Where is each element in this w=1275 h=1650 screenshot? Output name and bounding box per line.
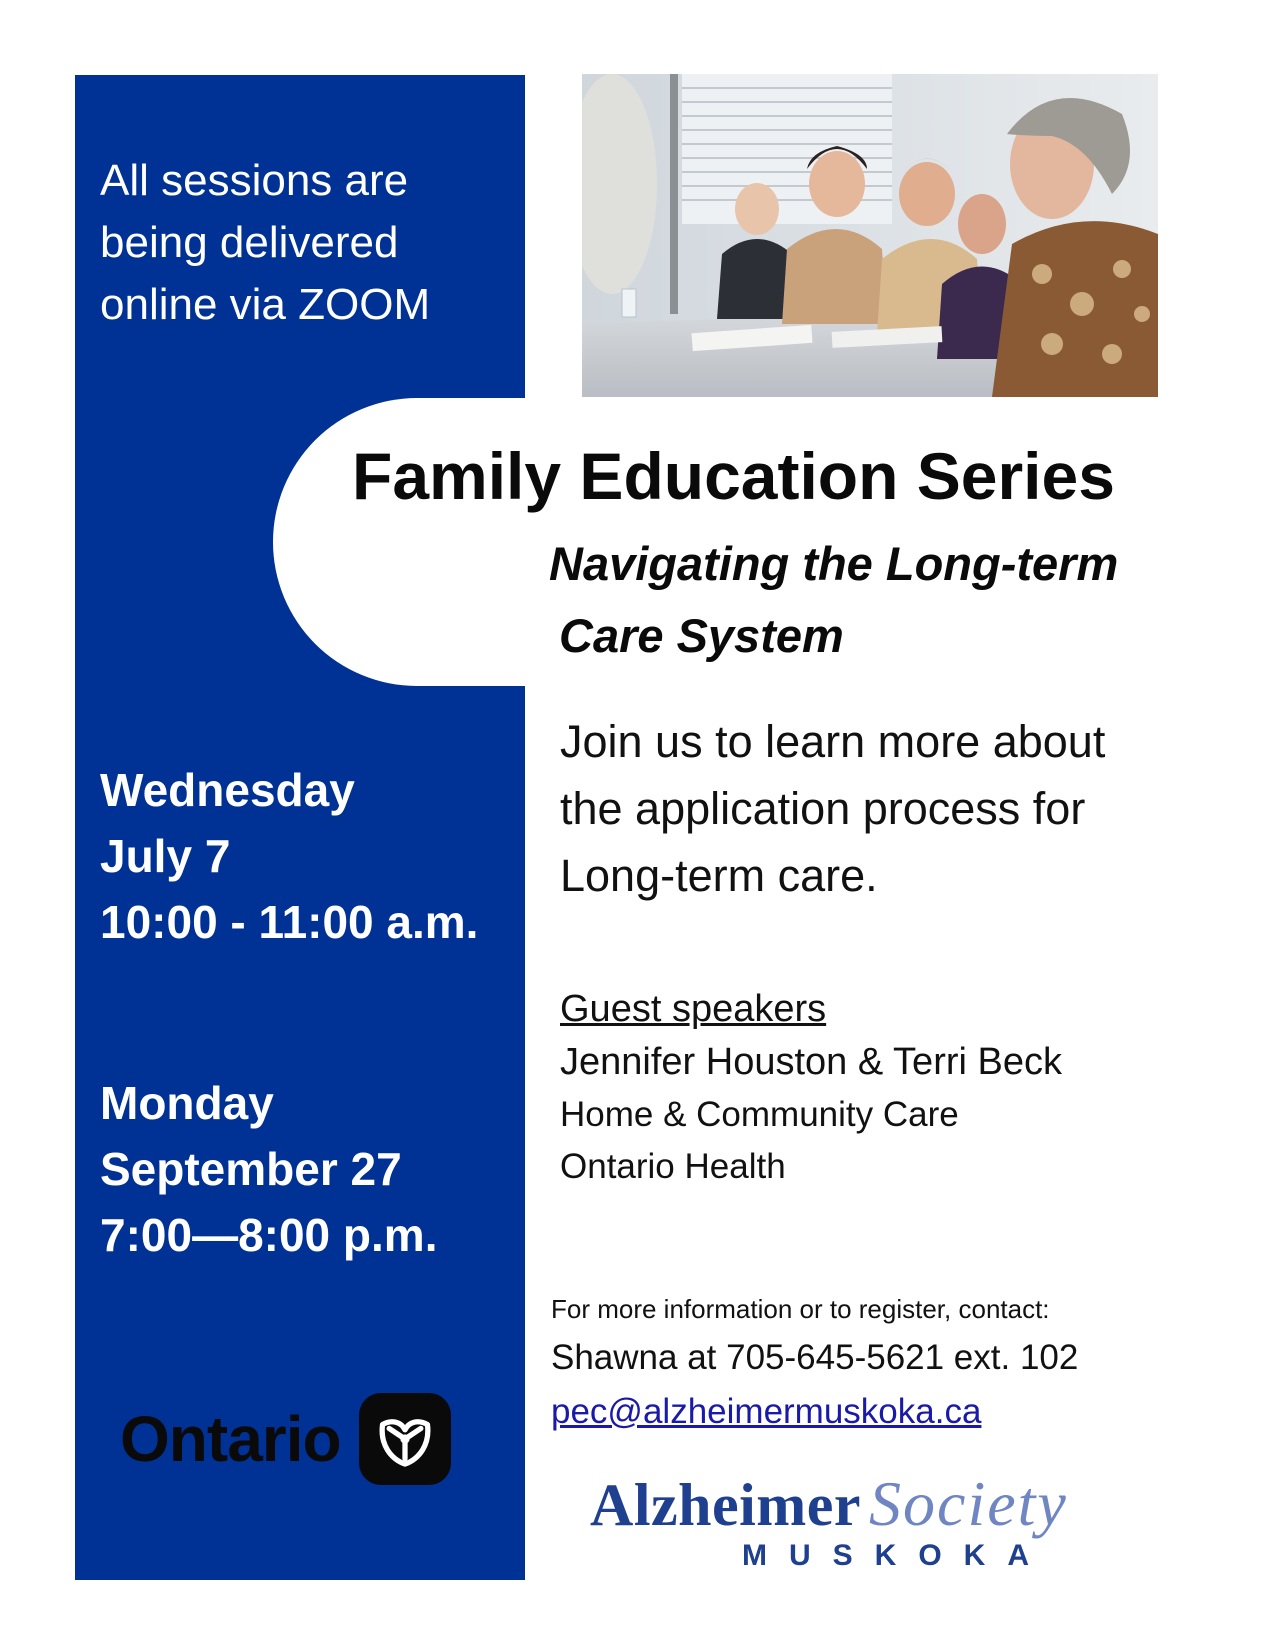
intro-line: Long-term care. <box>560 850 878 901</box>
session-time: 7:00—8:00 p.m. <box>100 1209 438 1261</box>
society-word-society: Society <box>869 1468 1068 1539</box>
subtitle <box>549 528 1118 672</box>
society-word-alzheimer: Alzheimer <box>590 1472 862 1538</box>
ontario-wordmark: Ontario <box>120 1403 341 1475</box>
speaker-org: Ontario Health <box>560 1147 786 1186</box>
session-day: Wednesday <box>100 764 355 816</box>
session-day: Monday <box>100 1077 274 1129</box>
group-meeting-photo <box>582 74 1158 397</box>
online-notice-line: being delivered <box>100 218 399 267</box>
alzheimer-society-logo <box>590 1467 1068 1573</box>
speaker-org: Home & Community Care <box>560 1095 959 1134</box>
session-date: July 7 <box>100 830 231 882</box>
subtitle-line: Navigating the Long-term <box>549 537 1119 590</box>
contact-email-link[interactable]: pec@alzheimermuskoka.ca <box>551 1392 982 1431</box>
guest-speakers <box>560 983 1062 1193</box>
trillium-icon <box>359 1393 451 1485</box>
page-title: Family Education Series <box>352 439 1115 513</box>
session-2 <box>100 1070 437 1268</box>
session-date: September 27 <box>100 1143 402 1195</box>
online-notice-line: online via ZOOM <box>100 280 431 329</box>
contact-phone: Shawna at 705-645-5621 ext. 102 <box>551 1338 1079 1377</box>
speakers-heading: Guest speakers <box>560 988 827 1030</box>
contact-info <box>551 1287 1078 1439</box>
session-time: 10:00 - 11:00 a.m. <box>100 896 479 948</box>
online-notice <box>100 150 430 336</box>
session-1 <box>100 757 478 955</box>
intro-line: Join us to learn more about <box>560 716 1106 767</box>
ontario-logo <box>120 1393 451 1485</box>
intro-line: the application process for <box>560 783 1086 834</box>
society-word-muskoka: MUSKOKA <box>742 1539 1051 1572</box>
speaker-names: Jennifer Houston & Terri Beck <box>560 1041 1062 1083</box>
contact-lead: For more information or to register, contact: <box>551 1294 1050 1324</box>
subtitle-line: Care System <box>559 609 844 662</box>
intro-text <box>560 708 1105 909</box>
online-notice-line: All sessions are <box>100 156 409 205</box>
